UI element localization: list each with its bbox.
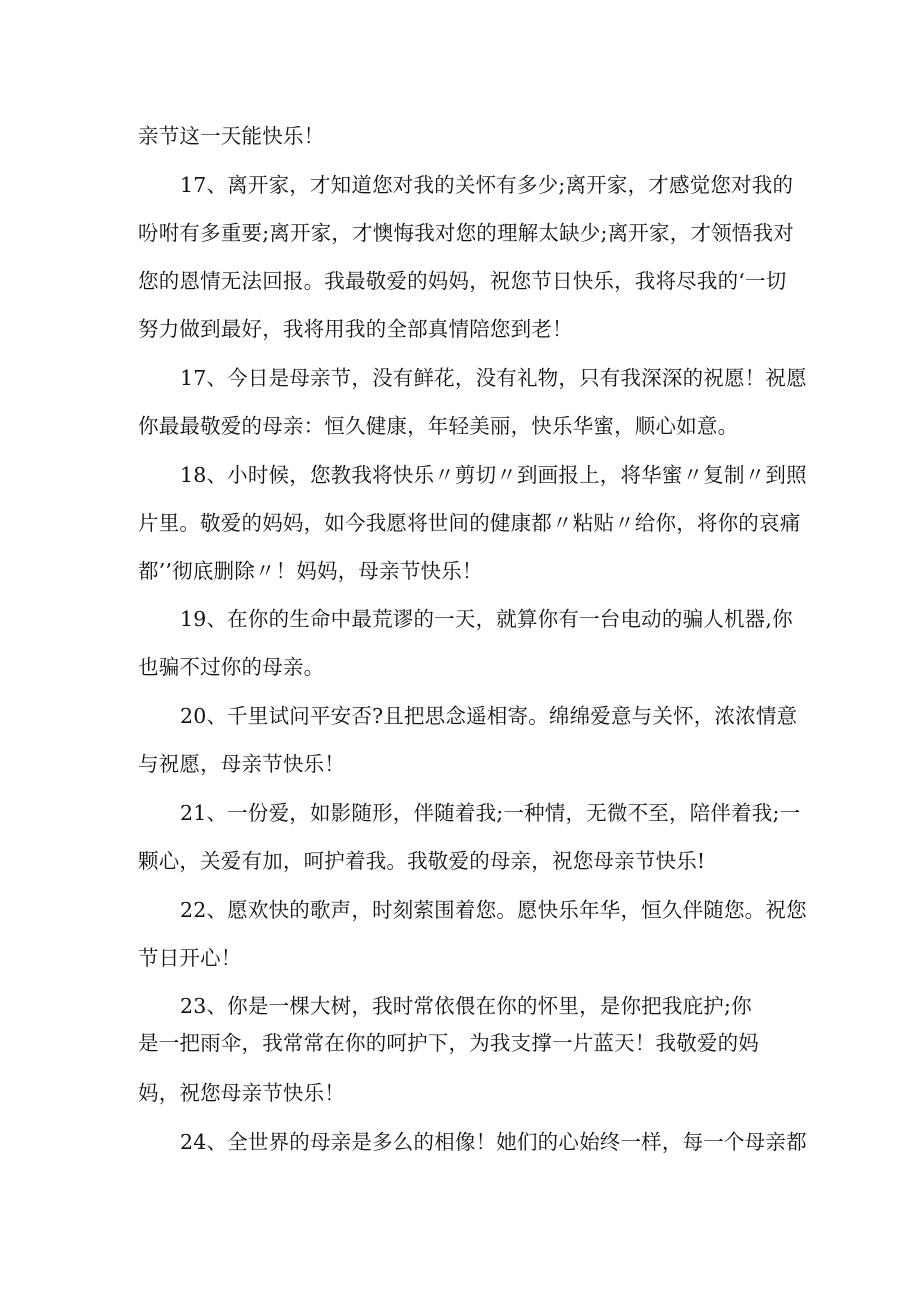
paragraph-20-line: 20、千里试问平安否?且把思念遥相寄。绵绵爱意与关怀，浓浓情意	[180, 704, 798, 728]
text-line: 吩咐有多重要;离开家，才懊悔我对您的理解太缺少;离开家，才领悟我对	[138, 221, 794, 245]
paragraph-23-line: 23、你是一棵大树，我时常依偎在你的怀里，是你把我庇护;你	[180, 994, 752, 1018]
paragraph-24-line: 24、全世界的母亲是多么的相像！她们的心始终一样，每一个母亲都	[180, 1130, 807, 1154]
text-line: 努力做到最好，我将用我的全部真情陪您到老！	[138, 317, 573, 341]
text-line: 妈，祝您母亲节快乐！	[138, 1081, 345, 1105]
text-line: 节日开心！	[138, 946, 242, 970]
text-line: 都’’彻底删除〃！妈妈，母亲节快乐！	[138, 559, 483, 583]
text-line: 亲节这一天能快乐！	[138, 124, 325, 148]
text-line: 与祝愿，母亲节快乐！	[138, 752, 345, 776]
text-line: 也骗不过你的母亲。	[138, 655, 325, 679]
text-line: 你最最敬爱的母亲：恒久健康，年轻美丽，快乐华蜜，顺心如意。	[138, 414, 739, 438]
text-line: 片里。敬爱的妈妈，如今我愿将世间的健康都〃粘贴〃给你，将你的哀痛	[138, 511, 801, 535]
paragraph-17b-line: 17、今日是母亲节，没有鲜花，没有礼物，只有我深深的祝愿！祝愿	[180, 366, 807, 390]
paragraph-22-line: 22、愿欢快的歌声，时刻萦围着您。愿快乐年华，恒久伴随您。祝您	[180, 898, 807, 922]
text-line: 颗心，关爱有加，呵护着我。我敬爱的母亲，祝您母亲节快乐!	[138, 849, 706, 873]
paragraph-17a-line: 17、离开家，才知道您对我的关怀有多少;离开家，才感觉您对我的	[180, 173, 794, 197]
text-line: 您的恩情无法回报。我最敬爱的妈妈，祝您节日快乐，我将尽我的‘一切	[138, 269, 787, 293]
paragraph-18-line: 18、小时候，您教我将快乐〃剪切〃到画报上，将华蜜〃复制〃到照	[180, 463, 807, 487]
paragraph-21-line: 21、一份爱，如影随形，伴随着我;一种情，无微不至，陪伴着我;一	[180, 801, 801, 825]
paragraph-19-line: 19、在你的生命中最荒谬的一天，就算你有一台电动的骗人机器,你	[180, 607, 793, 631]
text-line: 是一把雨伞，我常常在你的呵护下，为我支撑一片蓝天！我敬爱的妈	[138, 1031, 759, 1055]
